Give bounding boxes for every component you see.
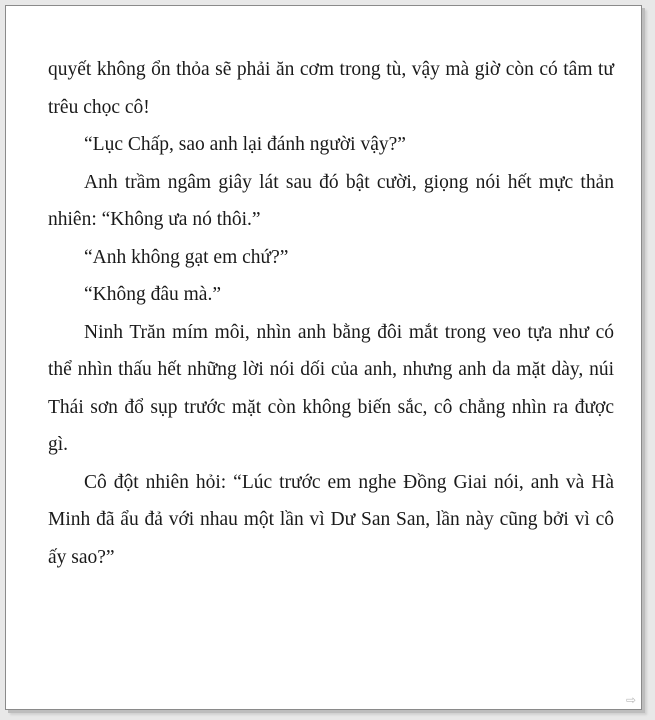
paragraph-3: Anh trầm ngâm giây lát sau đó bật cười, giọng nói hết mực thản nhiên: “Không ưa nó thôi.” [48, 171, 614, 230]
document-page [5, 5, 642, 710]
next-page-arrow-icon[interactable]: ⇨ [626, 693, 637, 707]
page-text [48, 51, 614, 576]
paragraph-2: “Lục Chấp, sao anh lại đánh người vậy?” [84, 134, 406, 155]
paragraph-7: Cô đột nhiên hỏi: “Lúc trước em nghe Đồng Giai nói, anh và Hà Minh đã ẩu đả với nhau một lần vì Dư San San, lần này cũng bởi vì cô ấy sao?” [48, 471, 614, 568]
paragraph-6: Ninh Trăn mím môi, nhìn anh bằng đôi mắt trong veo tựa như có thể nhìn thấu hết những lời nói dối của anh, nhưng anh da mặt dày, núi Thái sơn đổ sụp trước mặt còn không biến sắc, cô chẳng nhìn ra được gì. [48, 321, 614, 455]
paragraph-1: quyết không ổn thỏa sẽ phải ăn cơm trong tù, vậy mà giờ còn có tâm tư trêu chọc cô! [48, 59, 614, 118]
paragraph-4: “Anh không gạt em chứ?” [84, 246, 289, 268]
paragraph-5: “Không đâu mà.” [84, 284, 221, 305]
